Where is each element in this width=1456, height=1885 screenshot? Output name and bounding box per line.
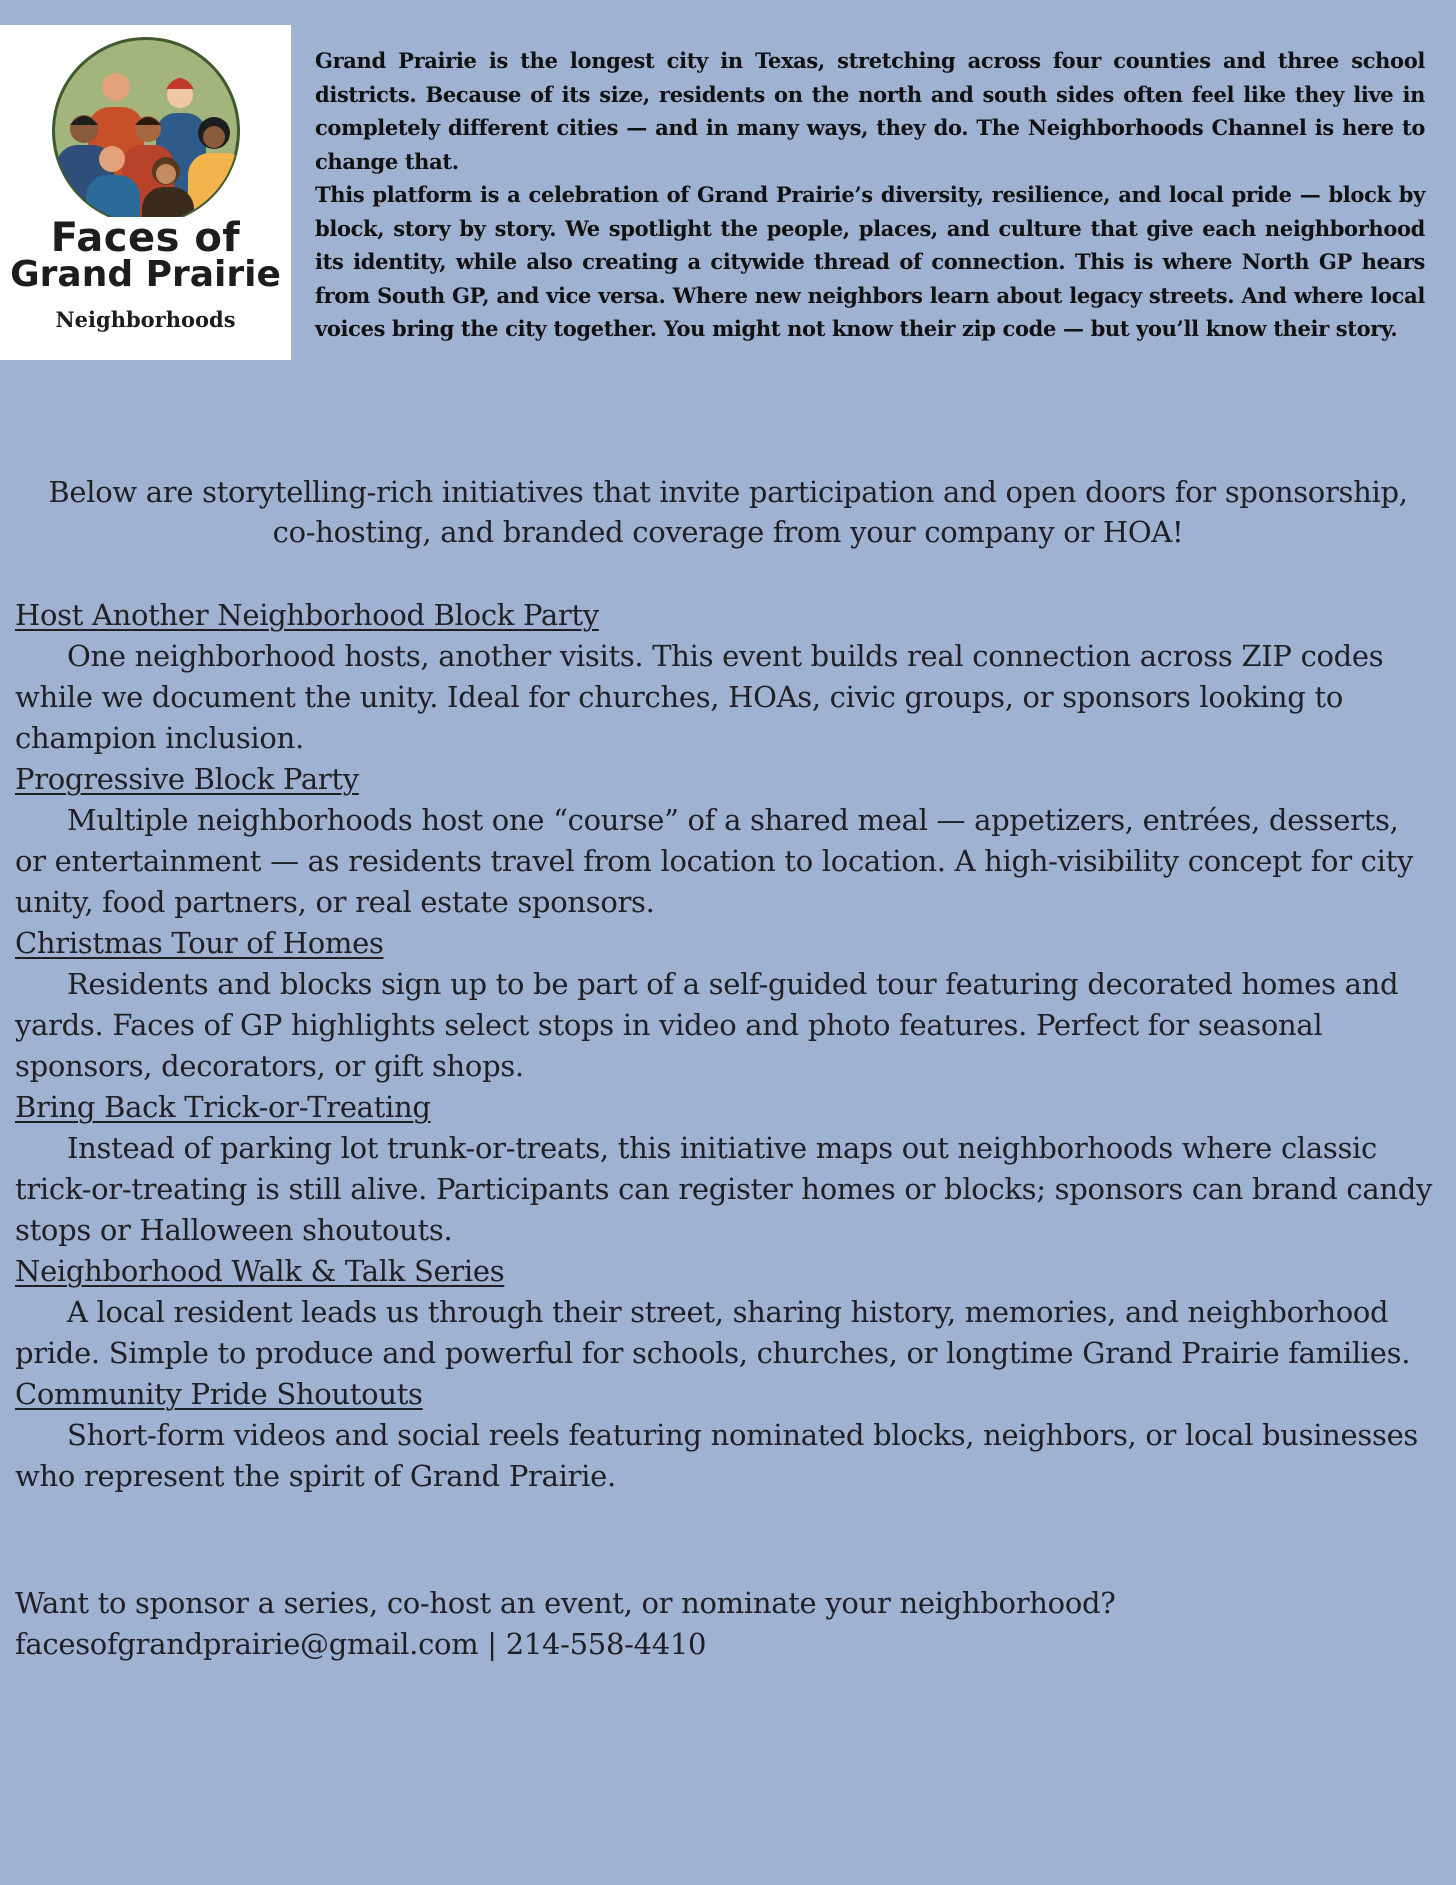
logo-title-line2: Grand Prairie bbox=[10, 254, 281, 295]
initiative-item bbox=[15, 923, 1435, 1087]
initiative-title: Christmas Tour of Homes bbox=[15, 926, 384, 960]
initiative-description: Residents and blocks sign up to be part of a self-guided tour featuring decorated homes and yards. Faces of GP highlights select stops in video and photo features. Perfect for seasonal sponsors, decorators, or gift shops. bbox=[15, 967, 1399, 1083]
initiative-item bbox=[15, 759, 1435, 923]
initiative-title: Host Another Neighborhood Block Party bbox=[15, 598, 599, 632]
lead-text: Below are storytelling-rich initiatives that invite participation and open doors for sponsorship, co-hosting, and branded coverage from your company or HOA! bbox=[48, 475, 1408, 549]
logo-title-line1: Faces of bbox=[50, 215, 241, 261]
intro-paragraph: Grand Prairie is the longest city in Texas, stretching across four counties and three school districts. Because of its size, residents on the north and south sides often feel like they live in completely different cities — and in many ways, they do. The Neighborhoods Channel is here to change that. bbox=[315, 48, 1425, 174]
initiative-title: Community Pride Shoutouts bbox=[15, 1377, 423, 1411]
intro-text bbox=[315, 44, 1425, 346]
initiatives-list bbox=[15, 595, 1435, 1497]
initiative-title: Bring Back Trick-or-Treating bbox=[15, 1090, 431, 1124]
contact-cta: Want to sponsor a series, co-host an event, or nominate your neighborhood? bbox=[15, 1586, 1116, 1620]
initiative-description: A local resident leads us through their street, sharing history, memories, and neighborhood pride. Simple to produce and powerful for schools, churches, or longtime Grand Prairie families. bbox=[15, 1295, 1411, 1370]
contact-separator: | bbox=[487, 1627, 497, 1661]
people-group-icon bbox=[48, 37, 244, 217]
logo bbox=[0, 25, 291, 360]
initiative-description: One neighborhood hosts, another visits. This event builds real connection across ZIP codes while we document the unity. Ideal for churches, HOAs, civic groups, or sponsors looking to champion inclusion. bbox=[15, 639, 1384, 755]
logo-subtitle: Neighborhoods bbox=[55, 307, 236, 332]
initiative-description: Short-form videos and social reels featuring nominated blocks, neighbors, or local businesses who represent the spirit of Grand Prairie. bbox=[15, 1418, 1419, 1493]
contact-line bbox=[15, 1624, 1435, 1665]
intro-paragraph: This platform is a celebration of Grand Prairie’s diversity, resilience, and local pride — block by block, story by story. We spotlight the people, places, and culture that give each neighborhood its identity, while also creating a citywide thread of connection. This is where North GP hears from South GP, and vice versa. Where new neighbors learn about legacy streets. And where local voices bring the city together. You might not know their zip code — but you’ll know their story. bbox=[315, 182, 1425, 341]
initiative-item bbox=[15, 595, 1435, 759]
initiative-title: Neighborhood Walk & Talk Series bbox=[15, 1254, 505, 1288]
initiative-item bbox=[15, 1251, 1435, 1374]
initiative-title: Progressive Block Party bbox=[15, 762, 359, 796]
initiative-description: Multiple neighborhoods host one “course” of a shared meal — appetizers, entrées, desserts, or entertainment — as residents travel from location to location. A high-visibility concept for city unity, food partners, or real estate sponsors. bbox=[15, 803, 1414, 919]
initiative-item bbox=[15, 1374, 1435, 1497]
contact-phone[interactable]: 214-558-4410 bbox=[505, 1627, 707, 1661]
initiative-description: Instead of parking lot trunk-or-treats, this initiative maps out neighborhoods where classic trick-or-treating is still alive. Participants can register homes or blocks; sponsors can brand candy stops or Halloween shoutouts. bbox=[15, 1131, 1433, 1247]
initiative-item bbox=[15, 1087, 1435, 1251]
contact-email[interactable]: facesofgrandprairie@gmail.com bbox=[15, 1627, 479, 1661]
contact-section bbox=[15, 1583, 1435, 1665]
